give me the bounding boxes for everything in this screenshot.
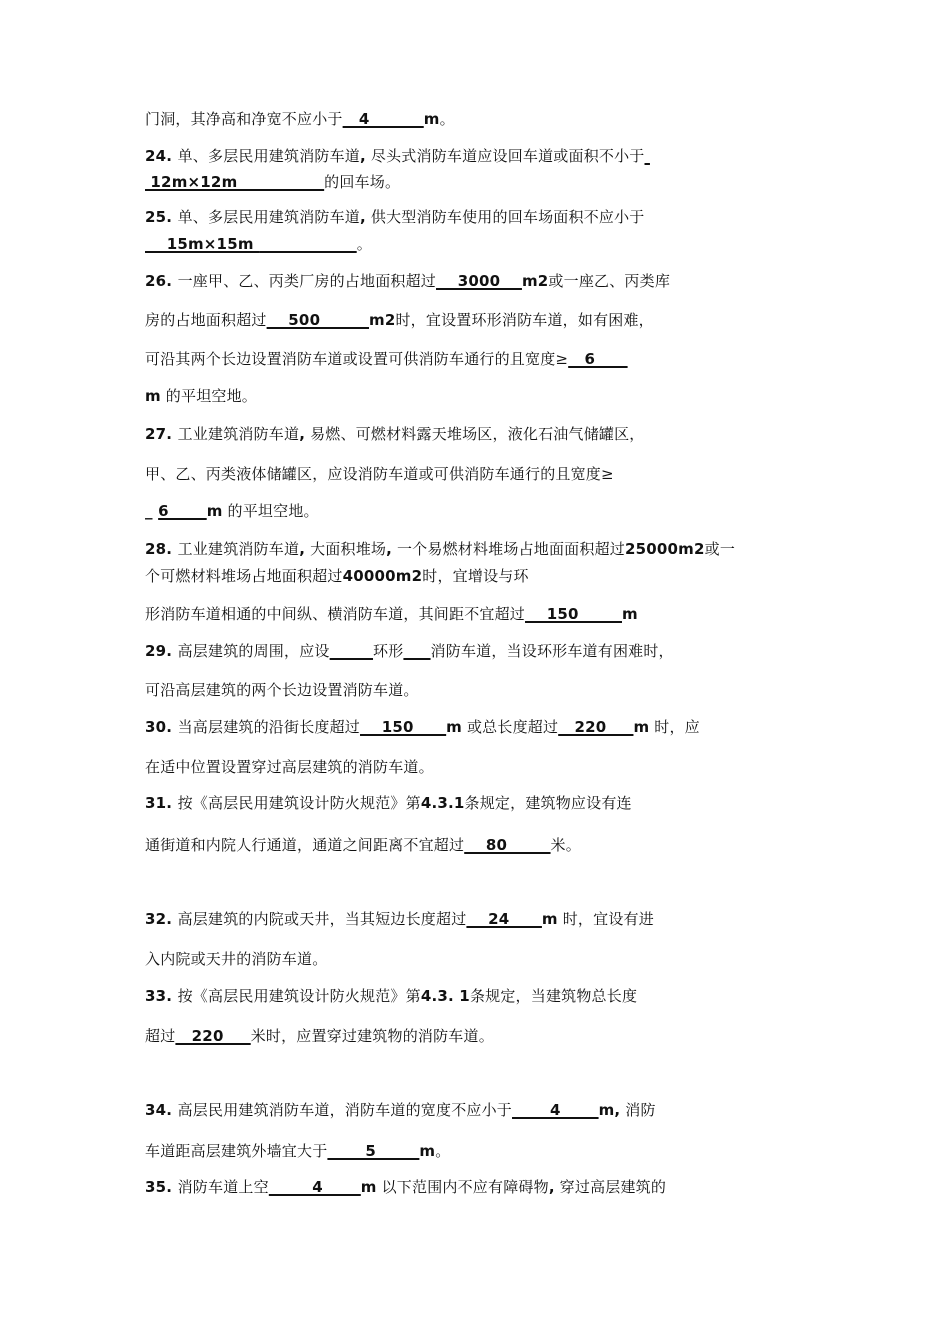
text-segment: , (360, 147, 366, 165)
text-line (145, 271, 670, 291)
fill-in-answer: 220 (175, 1027, 251, 1045)
text-segment: 30. (145, 718, 178, 736)
fill-in-answer: 220 (558, 718, 634, 736)
text-line (145, 909, 654, 929)
text-segment: 米时，应置穿过建筑物的消防车道。 (250, 1027, 494, 1045)
text-segment: 工业建筑消防车道 (177, 540, 300, 558)
fill-in-answer: 15m×15m (145, 235, 260, 253)
fill-in-answer (403, 642, 430, 660)
text-segment: 24. (145, 147, 178, 165)
text-segment: 27. (145, 425, 178, 443)
text-segment: 4.3.1 (420, 794, 465, 812)
text-segment: 25. (145, 208, 178, 226)
text-segment: 高层民用建筑消防车道，消防车道的宽度不应小于 (177, 1101, 513, 1119)
fill-in-answer: 150 (525, 605, 622, 623)
text-segment: 环形 (373, 642, 404, 660)
text-segment: 在适中位置设置穿过高层建筑的消防车道。 (145, 758, 434, 776)
text-segment: 31. (145, 794, 178, 812)
text-segment: 40000m2 (342, 567, 423, 585)
fill-in-answer (259, 235, 357, 253)
text-segment: 一座甲、乙、丙类厂房的占地面积超过 (177, 272, 437, 290)
text-segment: 时，宜设有进 (557, 910, 654, 928)
text-segment: m (145, 387, 161, 405)
text-line (145, 234, 372, 254)
text-segment: 高层建筑的周围，应设 (177, 642, 330, 660)
text-segment: 35. (145, 1178, 178, 1196)
text-segment: 单、多层民用建筑消防车道 (177, 147, 361, 165)
text-segment: 车道距高层建筑外墙宜大于 (145, 1142, 328, 1160)
text-segment: m (622, 605, 638, 623)
text-line (145, 207, 645, 227)
fill-in-answer: 80 (464, 836, 551, 854)
text-segment: 时，宜增设与环 (422, 567, 529, 585)
text-segment: 34. (145, 1101, 178, 1119)
text-segment: 工业建筑消防车道 (177, 425, 300, 443)
text-segment: 大面积堆场 (305, 540, 387, 558)
text-segment: 28. (145, 540, 178, 558)
text-segment: 一个易燃材料堆场占地面面积超过 (392, 540, 625, 558)
text-segment: m (206, 502, 223, 520)
text-segment: 单、多层民用建筑消防车道 (177, 208, 361, 226)
text-segment: 的平坦空地。 (160, 387, 258, 405)
fill-in-answer: 4 (268, 1178, 361, 1196)
text-segment: m (633, 718, 650, 736)
text-line (145, 1141, 450, 1161)
text-line (145, 949, 327, 969)
text-line (145, 680, 419, 700)
fill-in-answer: 24 (466, 910, 542, 928)
text-segment: 或一座乙、丙类库 (548, 272, 671, 290)
text-line (145, 604, 638, 624)
text-line (145, 501, 319, 521)
text-segment: 房的占地面积超过 (145, 311, 267, 329)
text-segment: 高层建筑的内院或天井，当其短边长度超过 (177, 910, 467, 928)
text-segment: 按《高层民用建筑设计防火规范》第 (177, 794, 421, 812)
text-segment: 。 (356, 235, 372, 253)
text-line (145, 1177, 666, 1197)
text-segment: , (299, 425, 306, 443)
text-line (145, 986, 637, 1006)
fill-in-answer: 4 (342, 110, 424, 128)
text-segment: 尽头式消防车道应设回车道或面积不小于 (365, 147, 645, 165)
text-segment: 超过 (145, 1027, 176, 1045)
text-segment: 26. (145, 272, 178, 290)
text-line (145, 386, 257, 406)
text-segment: 消防车道上空 (177, 1178, 269, 1196)
fill-in-answer: 150 (360, 718, 447, 736)
text-segment: 消防车道，当设环形车道有困难时， (430, 642, 674, 660)
text-line (145, 1026, 494, 1046)
text-line (145, 566, 529, 586)
fill-in-answer: 500 (266, 311, 370, 329)
fill-in-answer: 5 (327, 1142, 420, 1160)
text-line (145, 1100, 656, 1120)
text-segment: 门洞，其净高和净宽不应小于 (145, 110, 343, 128)
text-segment: 通街道和内院人行通道，通道之间距离不宜超过 (145, 836, 465, 854)
text-segment: 供大型消防车使用的回车场面积不应小于 (365, 208, 645, 226)
text-segment: 形消防车道相通的中间纵、横消防车道，其间距不宜超过 (145, 605, 526, 623)
text-line (145, 717, 700, 737)
text-segment: 可沿高层建筑的两个长边设置消防车道。 (145, 681, 419, 699)
text-segment: 32. (145, 910, 178, 928)
text-segment: m (360, 1178, 377, 1196)
text-segment: 29. (145, 642, 178, 660)
fill-in-answer (645, 147, 650, 165)
text-line (145, 146, 650, 166)
text-line (145, 539, 735, 559)
fill-in-answer: 4 (512, 1101, 599, 1119)
text-segment: m (541, 910, 558, 928)
text-segment: 。 (439, 110, 455, 128)
text-line (145, 109, 455, 129)
text-segment: 易燃、可燃材料露天堆场区，液化石油气储罐区， (305, 425, 645, 443)
text-segment: m (423, 110, 440, 128)
fill-in-answer: 12m×12m (145, 173, 325, 191)
text-segment: 个可燃材料堆场占地面积超过 (145, 567, 343, 585)
text-segment: 。 (435, 1142, 451, 1160)
text-line (145, 757, 434, 777)
fill-in-answer: 6 (568, 350, 628, 368)
text-segment: , (548, 1178, 555, 1196)
text-segment: m (419, 1142, 436, 1160)
text-segment: 条规定，当建筑物总长度 (469, 987, 638, 1005)
fill-in-answer: 3000 (436, 272, 522, 290)
fill-in-answer (330, 642, 373, 660)
text-line (145, 424, 645, 444)
text-segment: 时，宜设置环形消防车道，如有困难， (395, 311, 654, 329)
text-segment: 或一 (704, 540, 736, 558)
text-segment: , (360, 208, 366, 226)
text-segment: 按《高层民用建筑设计防火规范》第 (177, 987, 421, 1005)
text-line (145, 349, 628, 369)
text-segment: m2 (369, 311, 396, 329)
text-segment: 条规定，建筑物应设有连 (464, 794, 632, 812)
text-line (145, 172, 400, 192)
text-segment: 4.3. 1 (420, 987, 470, 1005)
text-segment: 当高层建筑的沿街长度超过 (177, 718, 361, 736)
text-segment: m2 (521, 272, 549, 290)
text-line (145, 641, 674, 661)
text-line (145, 835, 581, 855)
text-segment: _ (145, 502, 159, 520)
text-line (145, 310, 654, 330)
text-segment: , (386, 540, 392, 558)
text-segment: 的回车场。 (324, 173, 401, 191)
text-segment: 25000m2 (624, 540, 705, 558)
text-line (145, 464, 614, 484)
text-segment: 入内院或天井的消防车道。 (145, 950, 328, 968)
text-line (145, 793, 632, 813)
text-segment: 消防 (620, 1101, 656, 1119)
text-segment: m, (598, 1101, 621, 1119)
text-segment: 或总长度超过 (462, 718, 559, 736)
text-segment: 以下范围内不应有障碍物 (376, 1178, 549, 1196)
text-segment: 时，应 (649, 718, 700, 736)
text-segment: 甲、乙、丙类液体储罐区，应设消防车道或可供消防车通行的且宽度≥ (145, 465, 614, 483)
text-segment: 33. (145, 987, 178, 1005)
text-segment: 米。 (550, 836, 581, 854)
text-segment: 可沿其两个长边设置消防车道或设置可供消防车通行的且宽度≥ (145, 350, 569, 368)
text-segment: 的平坦空地。 (222, 502, 319, 520)
fill-in-answer: 6 (158, 502, 207, 520)
text-segment: m (446, 718, 462, 736)
text-segment: , (299, 540, 306, 558)
text-segment: 穿过高层建筑的 (554, 1178, 667, 1196)
